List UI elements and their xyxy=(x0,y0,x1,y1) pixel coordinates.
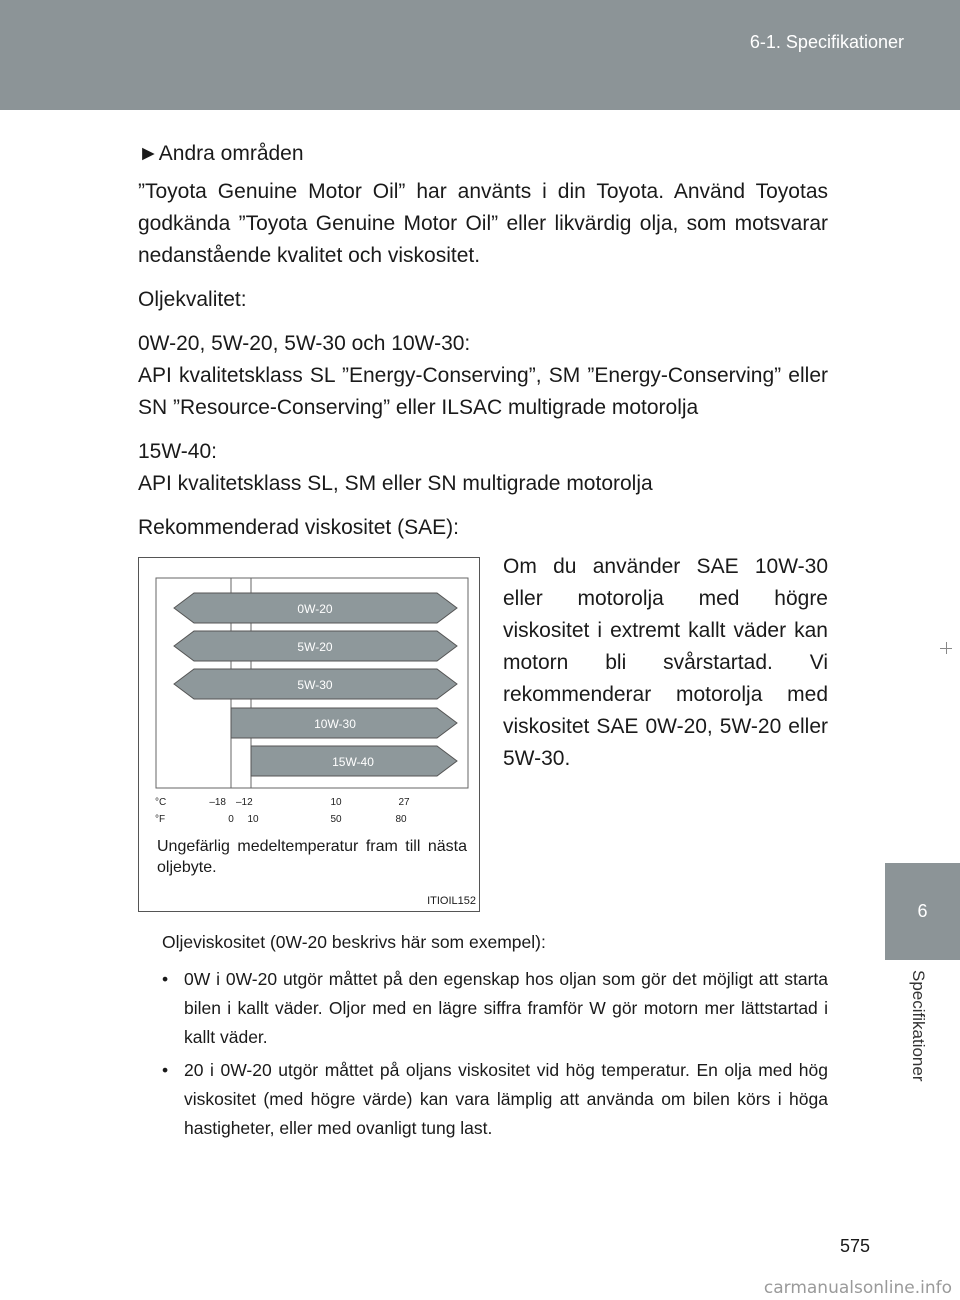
bullet-text: 20 i 0W-20 utgör måttet på oljans viskositet vid hög temperatur. En olja med hög viskositet (med högre värde) kan vara lämplig att använda om bilen körs i höga hastigheter, eller med ovanligt tung last. xyxy=(184,1060,828,1138)
viscosity-chart xyxy=(138,557,480,912)
bar-label: 5W-20 xyxy=(297,640,333,654)
bullet-symbol: • xyxy=(162,969,169,989)
notes-title: Oljeviskositet (0W-20 beskrivs här som exempel): xyxy=(162,932,546,952)
fahrenheit-tick: 80 xyxy=(395,814,407,825)
grades-b-desc: API kvalitetsklass SL, SM eller SN multigrade motorolja xyxy=(138,472,653,495)
crop-mark xyxy=(946,642,947,654)
figure-code: ITIOIL152 xyxy=(427,895,476,907)
fahrenheit-unit: °F xyxy=(155,814,166,825)
bar-label: 15W-40 xyxy=(332,755,374,769)
fahrenheit-tick: 10 xyxy=(247,814,259,825)
watermark: carmanualsonline.info xyxy=(763,1278,952,1298)
bar-5w-30 xyxy=(174,669,457,699)
chapter-number: 6 xyxy=(917,901,928,921)
list-item xyxy=(162,1056,828,1143)
grades-b: 15W-40: xyxy=(138,440,217,463)
intro-paragraph: ”Toyota Genuine Motor Oil” har använts i din Toyota. Använd Toyotas godkända ”Toyota Genuine Motor Oil” eller likvärdig olja, som motsvarar nedanstående kvalitet och viskositet. xyxy=(138,180,828,267)
celsius-tick: 10 xyxy=(330,797,342,808)
section-title: 6-1. Specifikationer xyxy=(749,32,904,52)
celsius-tick: –18 xyxy=(209,797,226,808)
bar-5w-20 xyxy=(174,631,457,661)
bullet-text: 0W i 0W-20 utgör måttet på den egenskap hos oljan som gör det möjligt att starta bilen i kallt väder. Oljor med en lägre siffra framför W gör motorn mer lättstartad i kallt väder. xyxy=(184,969,828,1047)
grades-a-desc: API kvalitetsklass SL ”Energy-Conserving”, SM ”Energy-Conserving” eller SN ”Resource-Conserving” eller ILSAC multigrade motorolja xyxy=(138,364,828,419)
oil-quality-label: Oljekvalitet: xyxy=(138,288,247,311)
fahrenheit-tick: 50 xyxy=(330,814,342,825)
bar-0w-20 xyxy=(174,593,457,623)
viscosity-notes xyxy=(162,928,828,1143)
celsius-tick: –12 xyxy=(236,797,253,808)
bar-15w-40 xyxy=(251,746,457,776)
bullet-symbol: • xyxy=(162,1060,169,1080)
body-text xyxy=(138,176,828,544)
viscosity-label: Rekommenderad viskositet (SAE): xyxy=(138,516,459,539)
figure-caption: Ungefärlig medeltemperatur fram till nästa oljebyte. xyxy=(157,838,467,876)
page-number: 575 xyxy=(840,1236,871,1256)
chapter-label xyxy=(880,970,940,1150)
grades-a: 0W-20, 5W-20, 5W-30 och 10W-30: xyxy=(138,332,471,355)
section-heading: ►Andra områden xyxy=(138,142,304,165)
bar-label: 5W-30 xyxy=(297,678,333,692)
bar-label: 0W-20 xyxy=(297,602,333,616)
celsius-tick: 27 xyxy=(398,797,410,808)
celsius-unit: °C xyxy=(155,797,167,808)
page-header xyxy=(0,0,960,110)
chapter-label-text: Specifikationer xyxy=(909,970,928,1082)
bar-label: 10W-30 xyxy=(314,717,356,731)
chapter-tab xyxy=(885,863,960,960)
fahrenheit-tick: 0 xyxy=(228,814,234,825)
cold-weather-advice: Om du använder SAE 10W-30 eller motorolja med högre viskositet i extremt kallt väder kan motorn bli svårstartad. Vi rekommenderar motorolja med viskositet SAE 0W-20, 5W-20 eller 5W-30. xyxy=(503,555,828,770)
list-item xyxy=(162,965,828,1052)
bar-10w-30 xyxy=(231,708,457,738)
